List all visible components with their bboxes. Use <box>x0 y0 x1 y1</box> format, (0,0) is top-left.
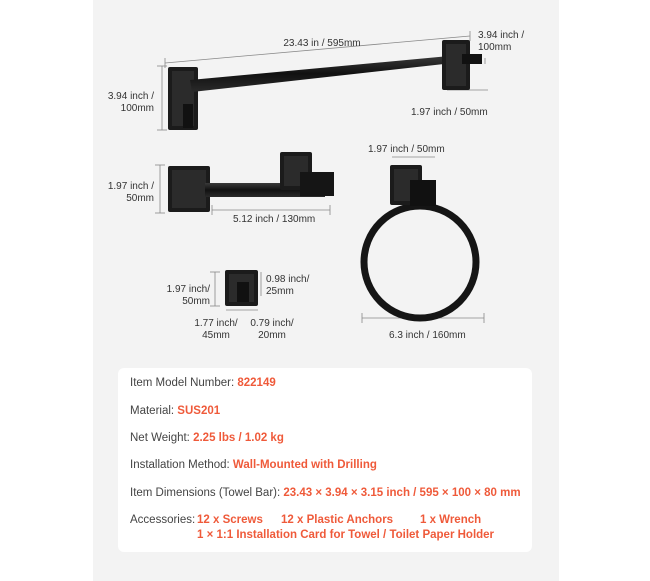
hook-width-line2: 20mm <box>258 330 286 341</box>
hook-depth-line2: 25mm <box>266 286 294 297</box>
accessory-anchors: 12 x Plastic Anchors <box>281 514 394 526</box>
spec-item-dims-label: Item Dimensions (Towel Bar): <box>130 487 284 499</box>
toilet-paper-holder-drawing <box>168 152 334 212</box>
ring-diameter-label: 6.3 inch / 160mm <box>389 330 466 341</box>
spec-material-label: Material: <box>130 405 178 417</box>
hook-height-line2: 50mm <box>182 296 210 307</box>
tp-height-line1: 1.97 inch / <box>107 181 154 192</box>
hook-width-line1: 0.79 inch/ <box>250 318 294 329</box>
spec-model-label: Item Model Number: <box>130 377 238 389</box>
tp-height-label <box>96 181 154 205</box>
hook-depth-line1: 0.98 inch/ <box>266 274 310 285</box>
tp-length-label: 5.12 inch / 130mm <box>233 214 316 225</box>
bar-height-line2: 100mm <box>120 103 154 114</box>
hook-base-line1: 1.77 inch/ <box>194 318 238 329</box>
accessory-screws: 12 x Screws <box>197 514 263 526</box>
bar-bracket-label <box>478 30 524 54</box>
bar-bracket-line1: 3.94 inch / <box>478 30 525 41</box>
hook-base-line2: 45mm <box>202 330 230 341</box>
spec-weight <box>130 432 284 444</box>
hook-height-label <box>150 284 210 308</box>
towel-bar-length-label: 23.43 in / 595mm <box>283 38 361 49</box>
hook-width-label <box>244 318 300 342</box>
spec-material-value: SUS201 <box>177 405 221 417</box>
spec-install <box>130 459 377 471</box>
tp-height-line2: 50mm <box>126 193 154 204</box>
ring-bracket-label: 1.97 inch / 50mm <box>368 144 445 155</box>
hook-base-label <box>190 318 242 342</box>
spec-material <box>130 405 220 417</box>
spec-card <box>118 368 532 552</box>
spec-model-value: 822149 <box>237 377 276 389</box>
robe-hook-drawing <box>225 270 258 306</box>
bar-height-line1: 3.94 inch / <box>107 91 154 102</box>
spec-install-label: Installation Method: <box>130 459 233 471</box>
accessory-wrench: 1 x Wrench <box>420 514 482 526</box>
towel-ring-drawing <box>364 165 476 318</box>
bar-height-label <box>96 91 154 115</box>
spec-item-dims <box>130 487 521 499</box>
hook-depth-label <box>266 274 309 298</box>
accessory-install-card: 1 × 1:1 Installation Card for Towel / Toilet Paper Holder <box>197 529 495 541</box>
bar-depth-label: 1.97 inch / 50mm <box>411 107 488 118</box>
spec-item-dims-value: 23.43 × 3.94 × 3.15 inch / 595 × 100 × 80 mm <box>283 487 521 499</box>
spec-accessories-label: Accessories: <box>130 514 196 526</box>
spec-weight-label: Net Weight: <box>130 432 194 444</box>
spec-install-value: Wall-Mounted with Drilling <box>232 459 377 471</box>
spec-weight-value: 2.25 lbs / 1.02 kg <box>193 432 284 444</box>
hook-height-line1: 1.97 inch/ <box>166 284 210 295</box>
bar-bracket-line2: 100mm <box>478 42 512 53</box>
spec-model <box>130 377 276 389</box>
